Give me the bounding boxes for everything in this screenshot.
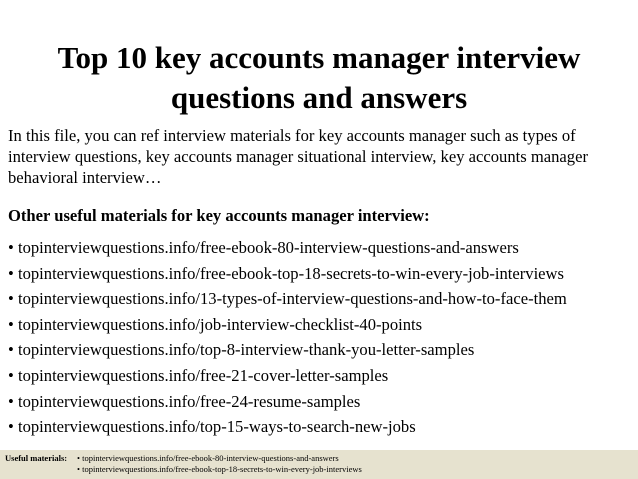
footer-label: Useful materials:: [5, 453, 68, 463]
footer-bar: [0, 450, 638, 479]
materials-list-item: • topinterviewquestions.info/free-24-resume-samples: [8, 391, 361, 411]
materials-heading: Other useful materials for key accounts manager interview:: [8, 206, 430, 225]
materials-list-item: • topinterviewquestions.info/free-ebook-80-interview-questions-and-answers: [8, 238, 519, 257]
materials-list-item: • topinterviewquestions.info/top-8-interview-thank-you-letter-samples: [8, 340, 475, 360]
materials-list: [8, 235, 567, 440]
footer-link: • topinterviewquestions.info/free-ebook-top-18-secrets-to-win-every-job-interviews: [77, 464, 362, 474]
title-line-1: Top 10 key accounts manager interview: [57, 40, 581, 75]
title-line-2: questions and answers: [170, 80, 468, 115]
page-title: [0, 38, 638, 118]
materials-list-item: • topinterviewquestions.info/top-15-ways-to-search-new-jobs: [8, 417, 416, 437]
materials-list-item: • topinterviewquestions.info/free-ebook-top-18-secrets-to-win-every-job-interviews: [8, 263, 564, 283]
materials-list-item: • topinterviewquestions.info/job-interview-checklist-40-points: [8, 314, 423, 334]
materials-list-item: • topinterviewquestions.info/free-21-cover-letter-samples: [8, 365, 389, 385]
footer-row: [5, 453, 339, 464]
footer-row: [5, 464, 362, 475]
intro-paragraph: In this file, you can ref interview materials for key accounts manager such as types of interview questions, key accounts manager situational interview, key accounts manager behavioral interview…: [8, 126, 588, 187]
materials-list-item: • topinterviewquestions.info/13-types-of-interview-questions-and-how-to-face-them: [8, 289, 567, 309]
footer-link: • topinterviewquestions.info/free-ebook-80-interview-questions-and-answers: [77, 453, 339, 463]
